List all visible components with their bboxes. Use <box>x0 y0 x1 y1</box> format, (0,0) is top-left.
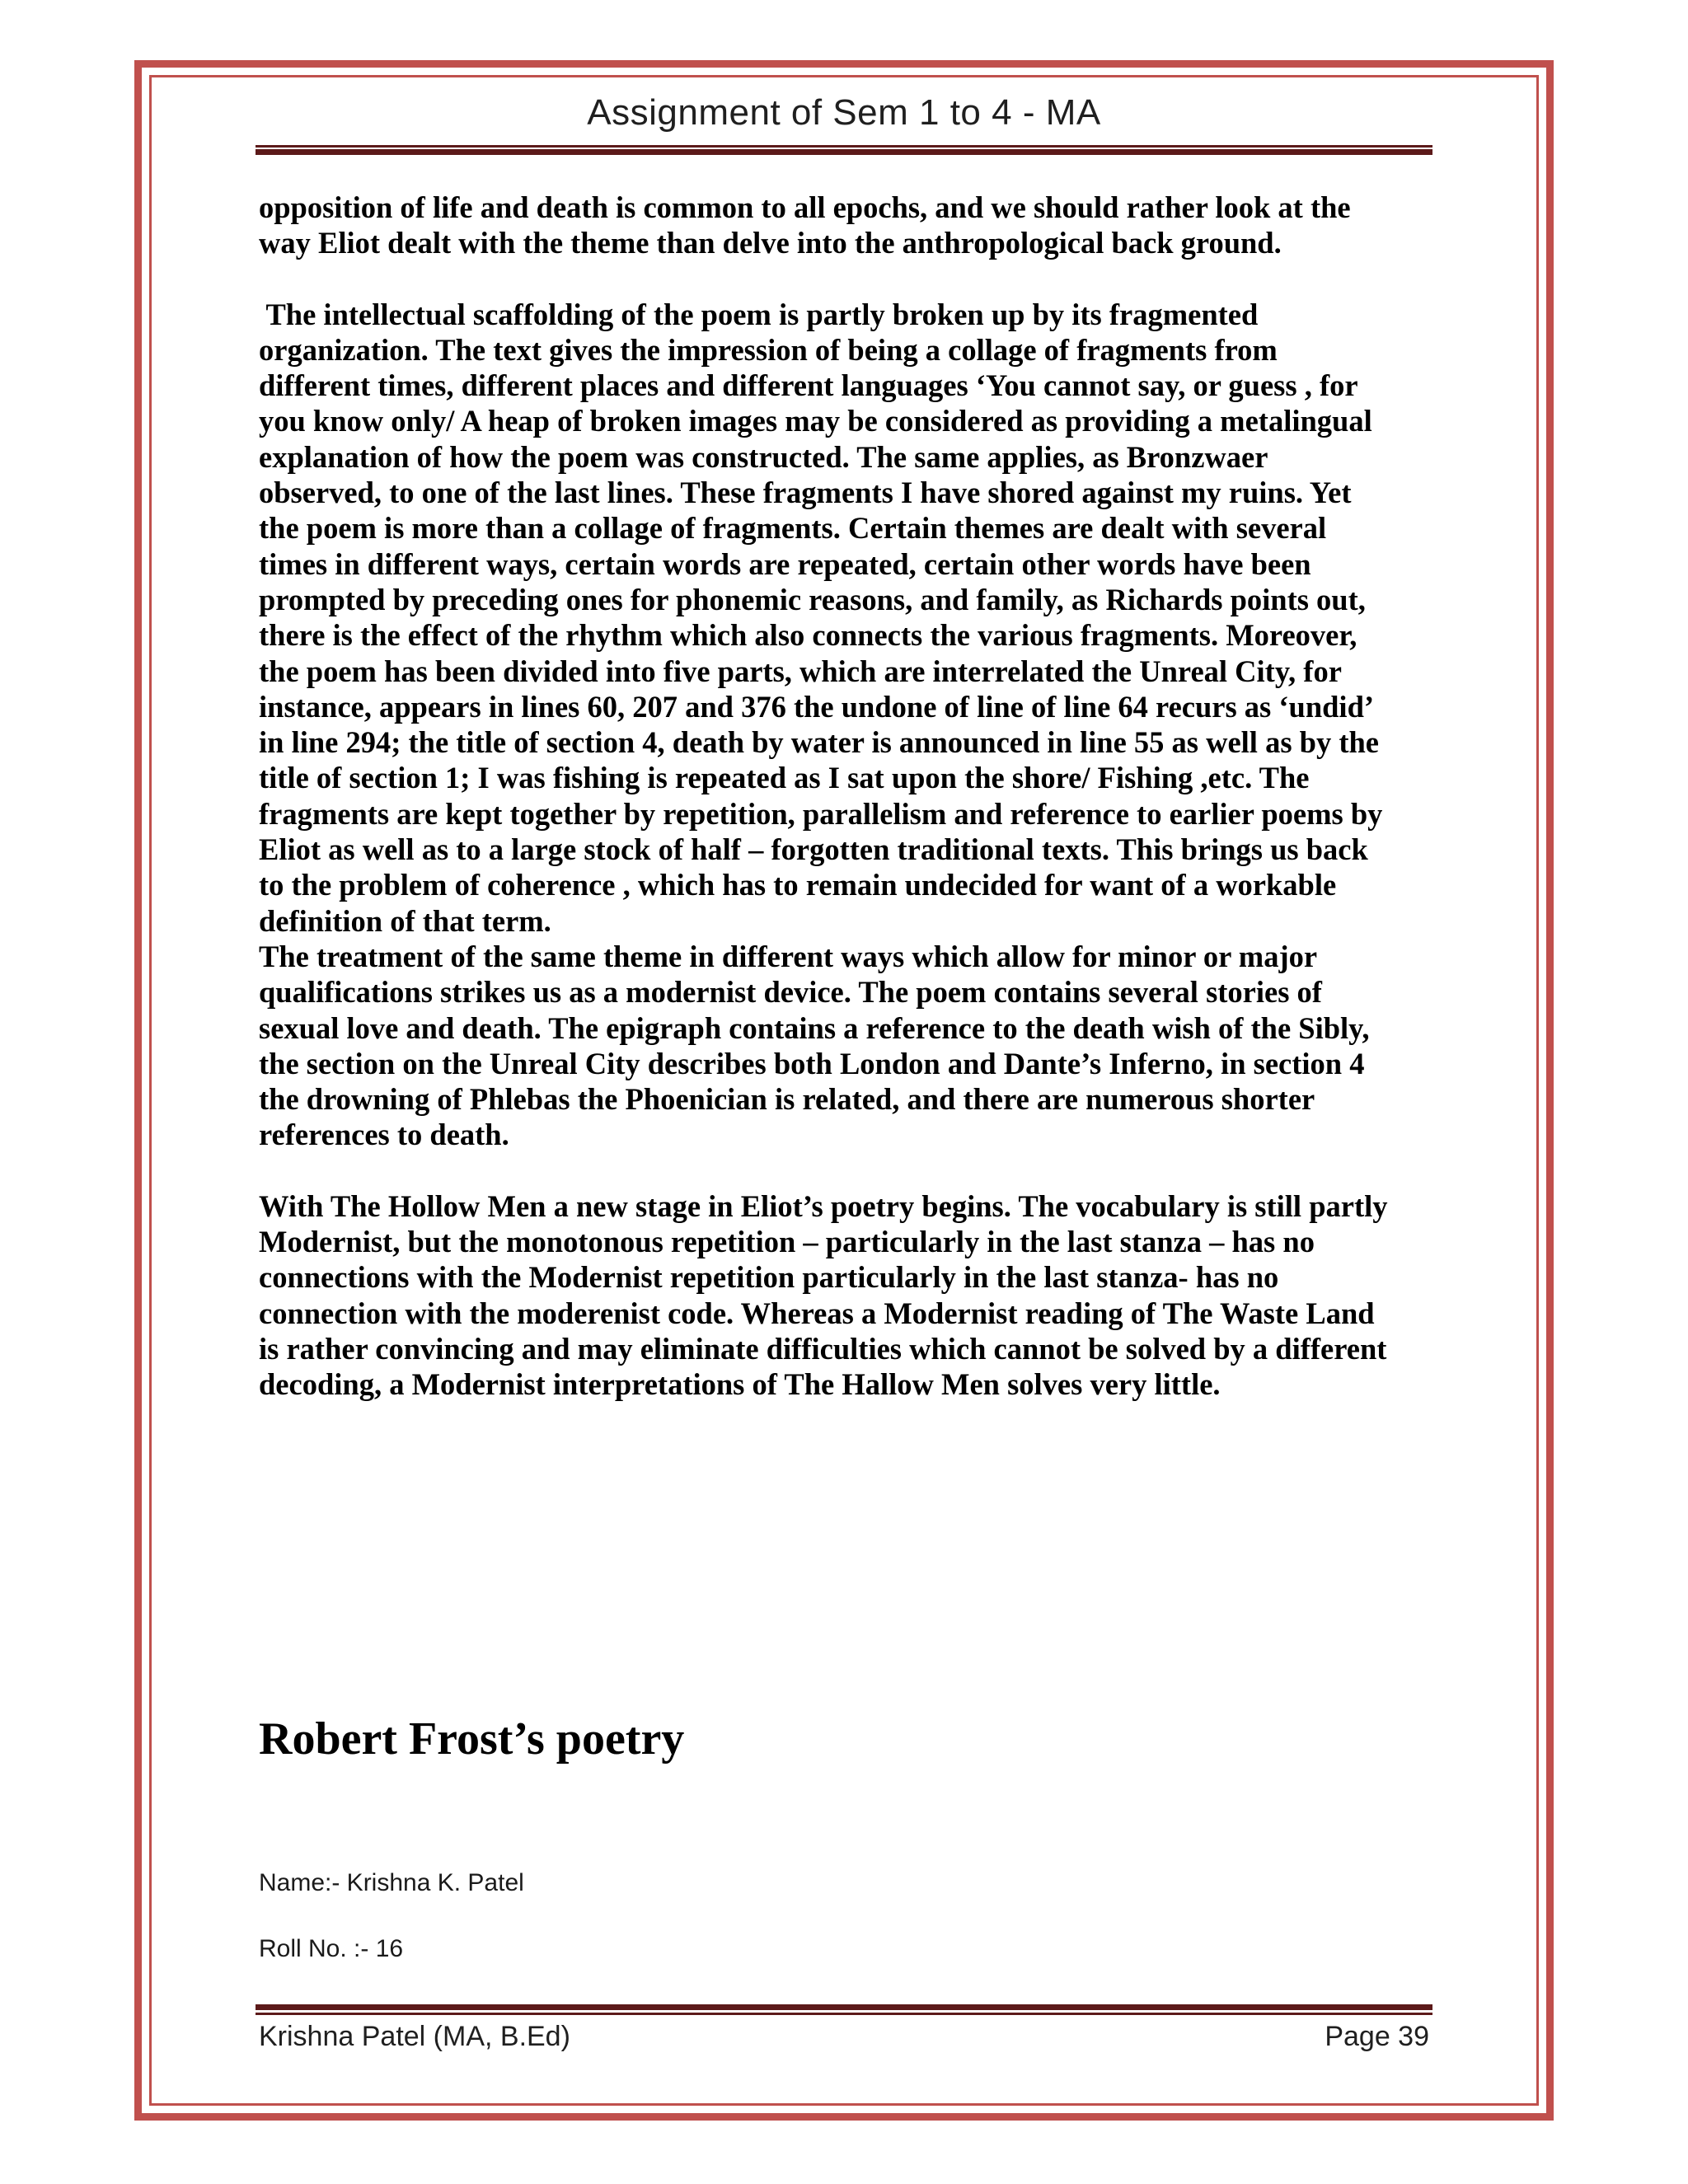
paragraph-1 <box>259 190 1437 261</box>
text-line: the poem has been divided into five parts, which are interrelated the Unreal City, for <box>259 654 1342 688</box>
text-line: connection with the moderenist code. Whereas a Modernist reading of The Waste Land <box>259 1296 1375 1330</box>
text-line: title of section 1; I was fishing is repeated as I sat upon the shore/ Fishing ,etc. The <box>259 761 1310 795</box>
header-rule-thick <box>256 149 1432 155</box>
paragraph-2 <box>259 297 1437 939</box>
text-line: With The Hollow Men a new stage in Eliot’s poetry begins. The vocabulary is still partly <box>259 1188 1388 1223</box>
text-line: there is the effect of the rhythm which also connects the various fragments. Moreover, <box>259 618 1357 653</box>
text-line: way Eliot dealt with the theme than delve into the anthropological back ground. <box>259 226 1282 260</box>
text-line: instance, appears in lines 60, 207 and 376 the undone of line of line 64 recurs as ‘undid’ <box>259 689 1375 724</box>
text-line: references to death. <box>259 1118 509 1152</box>
text-line: different times, different places and different languages ‘You cannot say, or guess , for <box>259 368 1358 403</box>
text-line: explanation of how the poem was constructed. The same applies, as Bronzwaer <box>259 439 1268 474</box>
paragraph-3 <box>259 939 1437 1153</box>
student-name: Name:- Krishna K. Patel <box>259 1869 524 1896</box>
document-body <box>259 190 1437 1403</box>
text-line: opposition of life and death is common to all epochs, and we should rather look at the <box>259 190 1351 224</box>
text-line: times in different ways, certain words are repeated, certain other words have been <box>259 546 1311 581</box>
text-line: organization. The text gives the impression of being a collage of fragments from <box>259 332 1278 367</box>
paragraph-4 <box>259 1188 1437 1403</box>
text-line: the poem is more than a collage of fragments. Certain themes are dealt with several <box>259 511 1327 546</box>
text-line: sexual love and death. The epigraph contains a reference to the death wish of the Sibly, <box>259 1010 1370 1045</box>
page-number: Page 39 <box>1325 2021 1429 2052</box>
text-line: qualifications strikes us as a modernist device. The poem contains several stories of <box>259 975 1322 1010</box>
header-title: Assignment of Sem 1 to 4 - MA <box>587 92 1101 133</box>
footer-rule-thick <box>256 2004 1432 2010</box>
text-line: prompted by preceding ones for phonemic reasons, and family, as Richards points out, <box>259 582 1366 616</box>
text-line: The intellectual scaffolding of the poem is partly broken up by its fragmented <box>259 297 1259 331</box>
text-line: connections with the Modernist repetition particularly in the last stanza- has no <box>259 1260 1279 1295</box>
paragraph-gap <box>259 261 1437 297</box>
section-heading: Robert Frost’s poetry <box>259 1713 685 1765</box>
text-line: you know only/ A heap of broken images may be considered as providing a metalingual <box>259 404 1372 438</box>
text-line: decoding, a Modernist interpretations of The Hallow Men solves very little. <box>259 1367 1221 1402</box>
text-line: fragments are kept together by repetition, parallelism and reference to earlier poems by <box>259 796 1383 831</box>
text-line: Modernist, but the monotonous repetition – particularly in the last stanza – has no <box>259 1225 1315 1259</box>
text-line: the section on the Unreal City describes both London and Dante’s Inferno, in section 4 <box>259 1046 1365 1080</box>
text-line: observed, to one of the last lines. These fragments I have shored against my ruins. Yet <box>259 476 1352 510</box>
paragraph-gap <box>259 1153 1437 1188</box>
text-line: in line 294; the title of section 4, death by water is announced in line 55 as well as by the <box>259 725 1379 760</box>
text-line: definition of that term. <box>259 903 551 938</box>
text-line: Eliot as well as to a large stock of half – forgotten traditional texts. This brings us back <box>259 832 1368 867</box>
text-line: The treatment of the same theme in different ways which allow for minor or major <box>259 939 1318 973</box>
footer-rule-thin <box>256 2013 1432 2015</box>
text-line: the drowning of Phlebas the Phoenician is related, and there are numerous shorter <box>259 1082 1315 1117</box>
text-line: to the problem of coherence , which has to remain undecided for want of a workable <box>259 868 1337 902</box>
footer-author: Krishna Patel (MA, B.Ed) <box>259 2021 570 2052</box>
header-rule-thin <box>256 145 1432 148</box>
roll-number: Roll No. :- 16 <box>259 1935 404 1962</box>
text-line: is rather convincing and may eliminate difficulties which cannot be solved by a different <box>259 1331 1387 1366</box>
